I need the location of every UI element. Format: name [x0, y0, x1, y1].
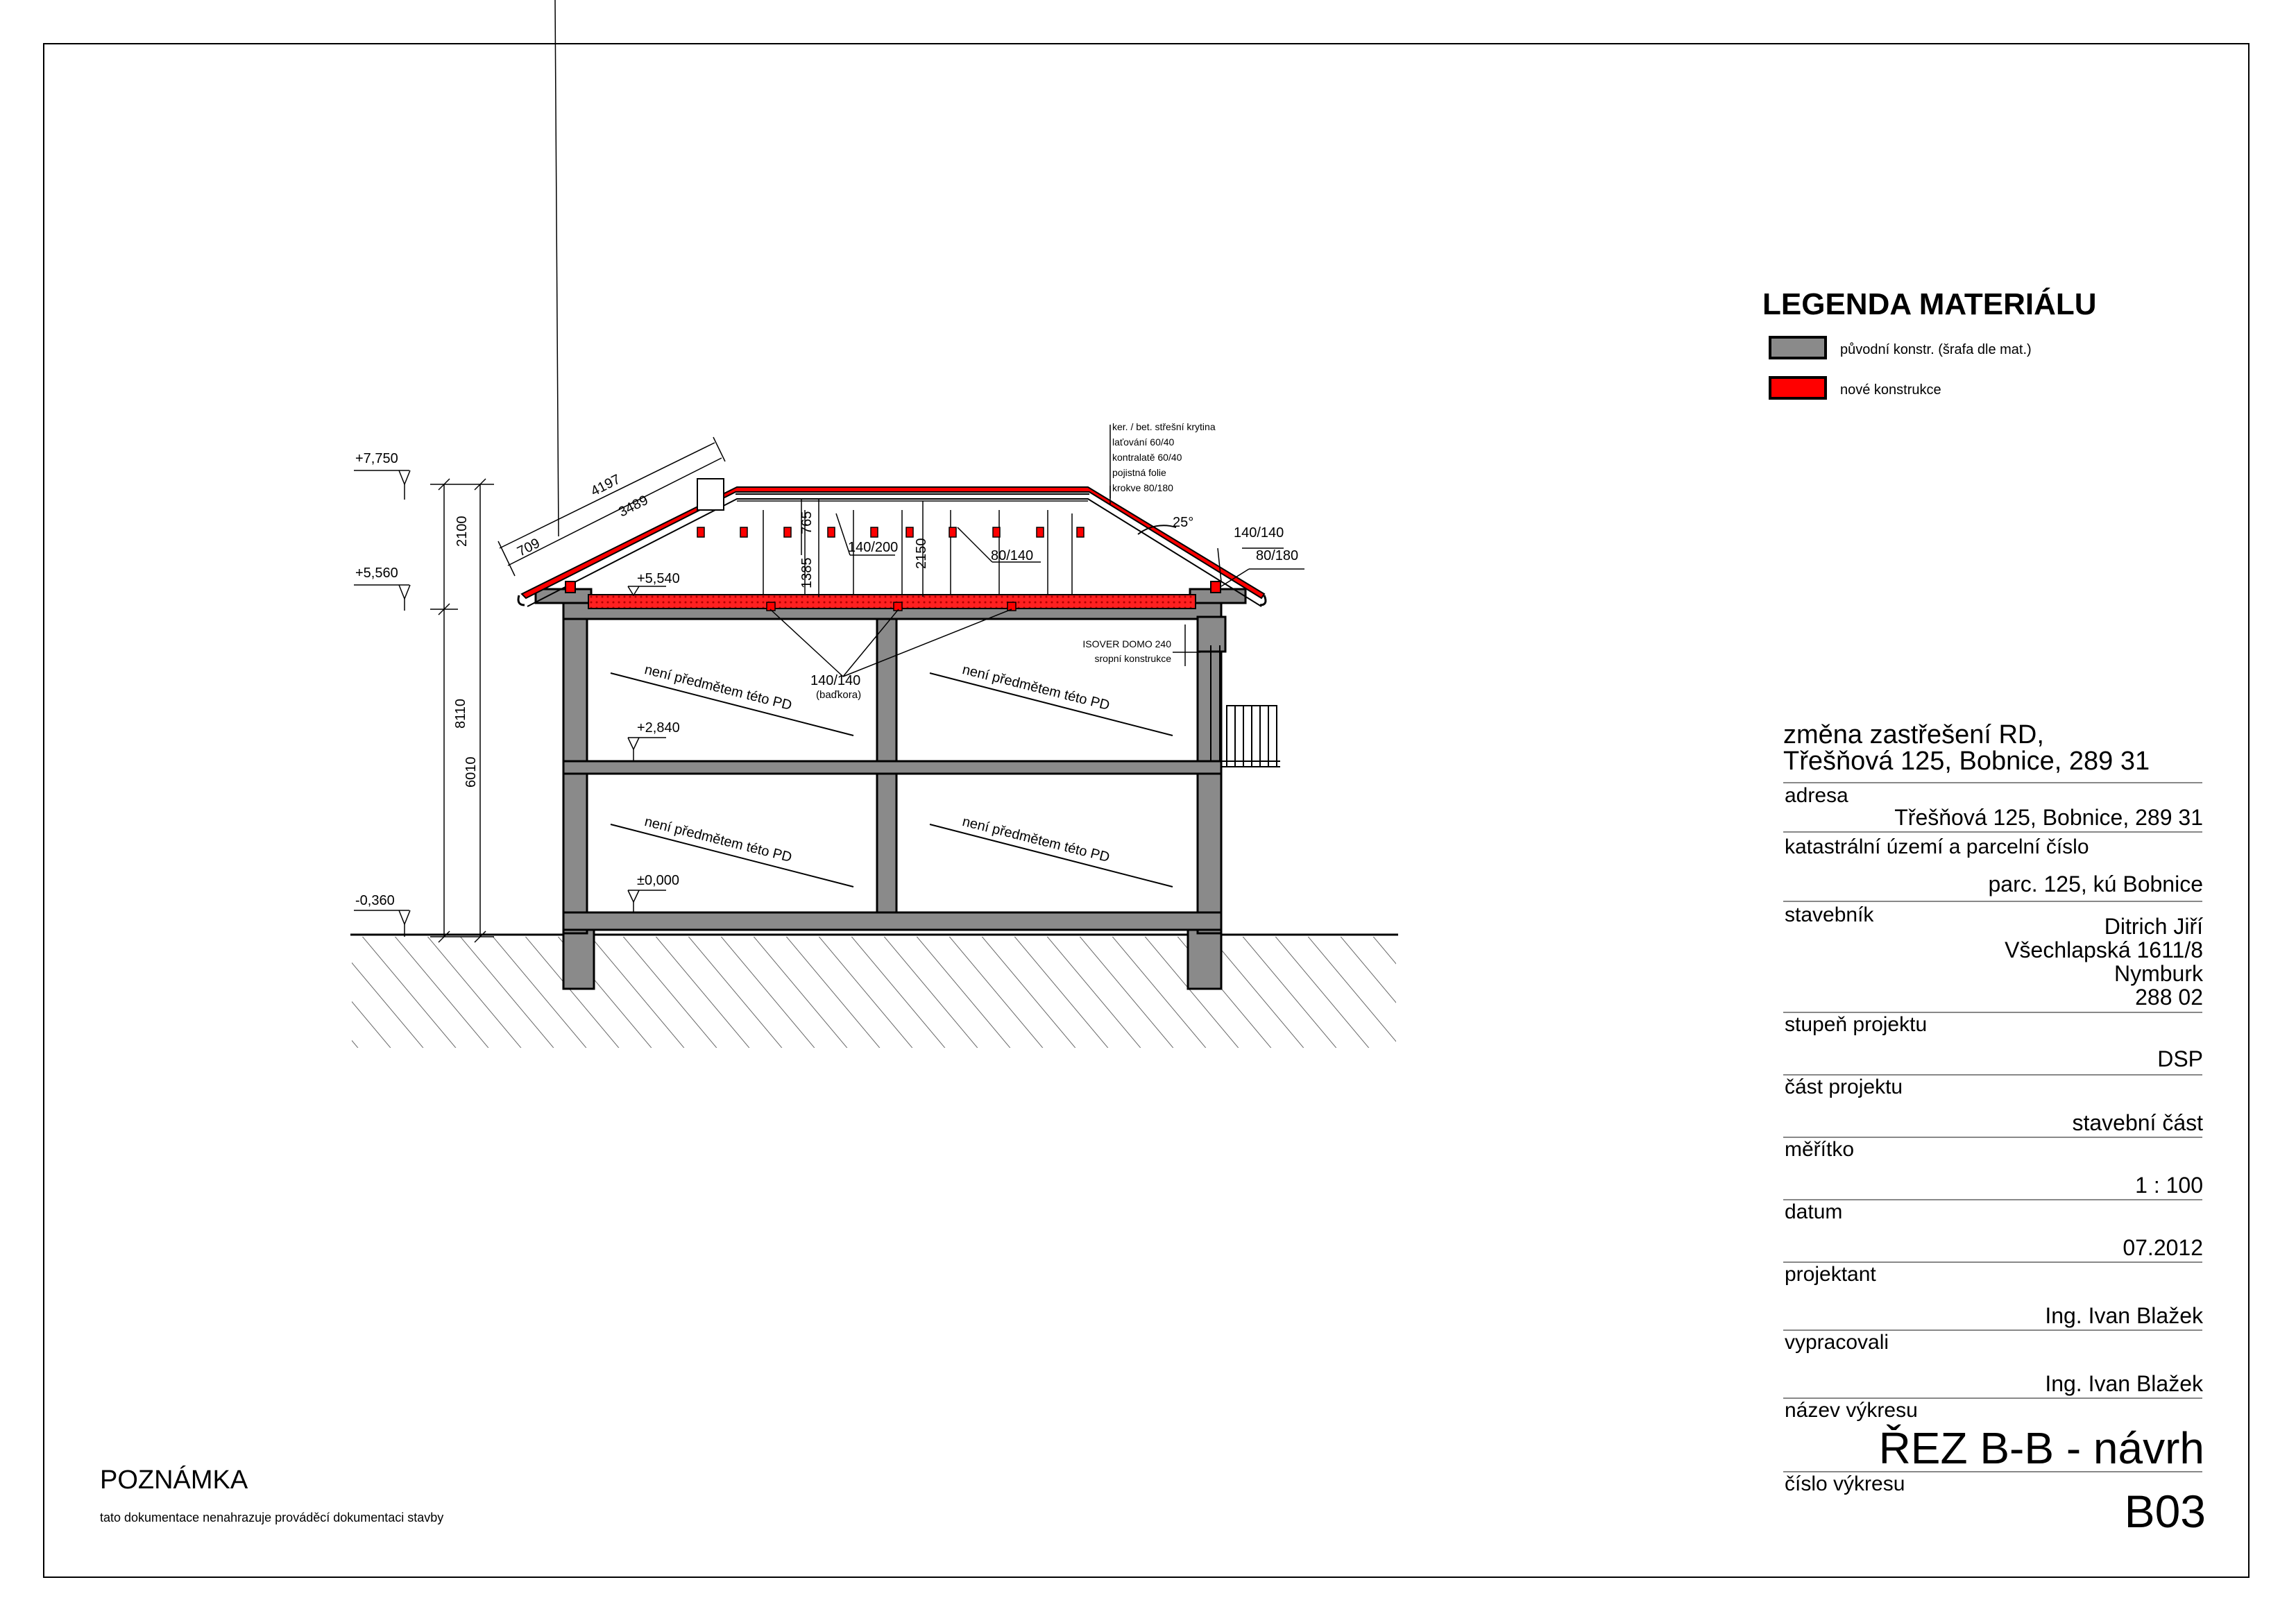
date-value: 07.2012 [2123, 1235, 2203, 1260]
member-140-140-right: 140/140 [1234, 525, 1284, 541]
insulation-line-1: ISOVER DOMO 240 [1082, 638, 1171, 649]
dim-angle: 25° [1173, 515, 1194, 530]
dim-1385: 1385 [799, 557, 815, 588]
level-ground: -0,360 [355, 893, 395, 908]
dim-2150: 2150 [914, 538, 929, 569]
address-label: adresa [1785, 784, 1848, 807]
level-ceiling: +5,540 [637, 571, 680, 586]
roof-layers [1112, 419, 1216, 495]
level-floor1: ±0,000 [637, 873, 680, 888]
builder-label: stavebník [1785, 903, 1874, 926]
roof-layer-4: pojistná folie [1112, 467, 1166, 478]
dim-6010: 6010 [464, 756, 479, 788]
legend-swatch-existing [1769, 336, 1827, 359]
roof-layer-2: laťování 60/40 [1112, 436, 1175, 448]
room-note-3: není předmětem této PD [643, 814, 794, 866]
level-floor2: +2,840 [637, 720, 680, 736]
cadastre-value: parc. 125, kú Bobnice [1988, 872, 2203, 897]
insulation-line-2: sropní konstrukce [1094, 653, 1171, 664]
project-title-line-2: Třešňová 125, Bobnice, 289 31 [1783, 747, 2150, 776]
dim-2100: 2100 [454, 516, 470, 547]
room-note-1: není předmětem této PD [643, 662, 794, 714]
member-80-140: 80/140 [991, 548, 1034, 563]
rule-2 [1783, 831, 2202, 833]
dim-765: 765 [799, 511, 815, 534]
legend-swatch-new [1769, 376, 1827, 400]
level-eave: +5,560 [355, 566, 398, 581]
legend-label-existing: původní konstr. (šrafa dle mat.) [1840, 342, 2032, 357]
stage-label: stupeň projektu [1785, 1013, 1928, 1036]
member-80-180: 80/180 [1256, 548, 1299, 563]
project-title-line-1: změna zastřešení RD, [1783, 720, 2044, 749]
cadastre-label: katastrální území a parcelní číslo [1785, 835, 2089, 858]
address-value: Třešňová 125, Bobnice, 289 31 [1894, 805, 2203, 830]
legend-label-new: nové konstrukce [1840, 382, 1941, 398]
note-text: tato dokumentace nenahrazuje prováděcí dokumentaci stavby [100, 1511, 444, 1524]
project-title [1783, 722, 2150, 774]
builder-city: Nymburk [2114, 961, 2203, 986]
part-value: stavební část [2072, 1110, 2203, 1135]
designer-value: Ing. Ivan Blažek [2045, 1303, 2203, 1328]
drawing-name-label: název výkresu [1785, 1399, 1918, 1422]
drawn-value: Ing. Ivan Blažek [2045, 1371, 2203, 1396]
roof-layer-1: ker. / bet. střešní krytina [1112, 421, 1216, 432]
scale-value: 1 : 100 [2135, 1173, 2203, 1198]
drawing-no-value: B03 [2124, 1486, 2206, 1537]
room-note-2: není předmětem této PD [960, 662, 1112, 714]
insulation-note [1069, 637, 1171, 666]
rule-1 [1783, 782, 2202, 783]
part-label: část projektu [1785, 1076, 1903, 1098]
room-note-4: není předmětem této PD [960, 814, 1112, 866]
dim-4197: 4197 [588, 471, 623, 500]
builder-street: Všechlapská 1611/8 [2005, 937, 2203, 962]
dim-8110: 8110 [453, 698, 468, 729]
legend-title: LEGENDA MATERIÁLU [1762, 287, 2097, 321]
level-top: +7,750 [355, 451, 398, 466]
roof-layer-3: kontralatě 60/40 [1112, 452, 1182, 463]
designer-label: projektant [1785, 1263, 1876, 1286]
roof-layer-5: krokve 80/180 [1112, 482, 1173, 493]
rule-3 [1783, 901, 2202, 902]
drawing-no-label: číslo výkresu [1785, 1472, 1905, 1495]
drawn-label: vypracovali [1785, 1331, 1889, 1354]
member-badkora: (baďkora) [816, 689, 862, 701]
scale-label: měřítko [1785, 1138, 1855, 1161]
dim-3489: 3489 [616, 492, 651, 520]
stage-value: DSP [2157, 1046, 2203, 1071]
member-140-200: 140/200 [848, 540, 899, 555]
builder-name: Ditrich Jiří [2104, 914, 2203, 939]
builder-zip: 288 02 [2135, 985, 2203, 1010]
builder-value [2005, 915, 2203, 1009]
member-140-140-mid: 140/140 [810, 673, 861, 688]
drawing-name-value: ŘEZ B-B - návrh [1878, 1423, 2204, 1473]
dim-709: 709 [515, 535, 543, 560]
date-label: datum [1785, 1200, 1843, 1223]
rule-7 [1783, 1199, 2202, 1200]
note-title: POZNÁMKA [100, 1465, 248, 1495]
